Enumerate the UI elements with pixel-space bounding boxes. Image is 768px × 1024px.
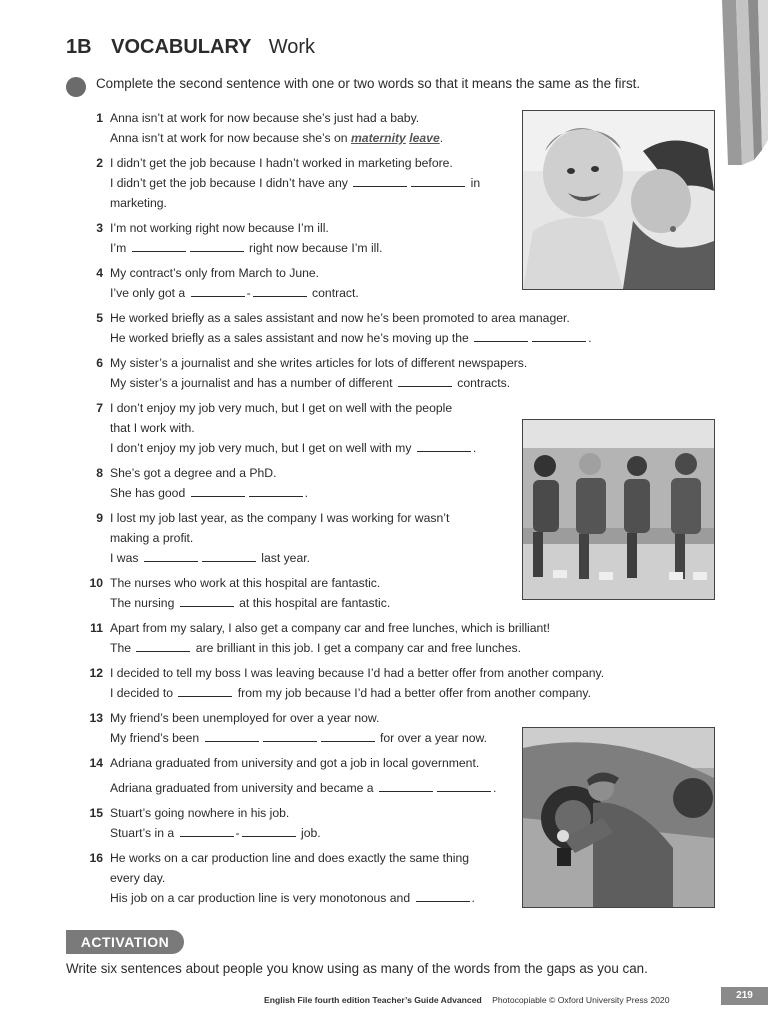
rewrite-sentence: My sister’s a journalist and has a number of different contracts. bbox=[110, 373, 526, 393]
exercise-item-14 bbox=[86, 753, 526, 798]
item-number: 7 bbox=[96, 401, 103, 415]
answer-gap[interactable] bbox=[136, 638, 190, 652]
item-number: 16 bbox=[89, 851, 103, 865]
item-number: 4 bbox=[96, 266, 103, 280]
original-sentence: Anna isn’t at work for now because she’s just had a baby. bbox=[110, 111, 420, 125]
page-number: 219 bbox=[721, 987, 768, 1005]
rewrite-sentence: He worked briefly as a sales assistant and now he’s moving up the . bbox=[110, 328, 526, 348]
rewrite-sentence: I didn’t get the job because I didn’t have any in bbox=[110, 173, 526, 193]
answer-gap[interactable] bbox=[180, 823, 234, 837]
item-number: 9 bbox=[96, 511, 103, 525]
item-number: 11 bbox=[90, 621, 103, 635]
original-sentence: He worked briefly as a sales assistant and now he’s been promoted to area manager. bbox=[110, 311, 570, 325]
topic-title: Work bbox=[268, 36, 316, 58]
exercise-item-11 bbox=[86, 618, 551, 658]
item-number: 14 bbox=[89, 756, 103, 770]
rewrite-sentence-continued: marketing. bbox=[110, 196, 167, 210]
answer-gap[interactable] bbox=[398, 373, 452, 387]
original-sentence: Stuart’s going nowhere in his job. bbox=[110, 806, 290, 820]
exercise-item-16 bbox=[86, 848, 526, 908]
item-number: 8 bbox=[96, 466, 103, 480]
rewrite-sentence: The are brilliant in this job. I get a company car and free lunches. bbox=[110, 638, 526, 658]
rewrite-sentence: The nursing at this hospital are fantastic. bbox=[110, 593, 526, 613]
rewrite-sentence: I’ve only got a - contract. bbox=[110, 283, 526, 303]
rewrite-sentence: Anna isn’t at work for now because she’s on maternity leave. bbox=[110, 131, 444, 145]
answer-gap[interactable] bbox=[191, 483, 245, 497]
example-answer-2: leave bbox=[409, 131, 440, 145]
page-title bbox=[66, 36, 315, 59]
activation-instruction: Write six sentences about people you know using as many of the words from the gaps as you can. bbox=[66, 961, 648, 976]
car-production-worker-photo bbox=[522, 727, 715, 908]
item-number: 13 bbox=[89, 711, 103, 725]
nurses-group-photo bbox=[522, 419, 715, 600]
rewrite-sentence: I decided to from my job because I’d had a better offer from another company. bbox=[110, 683, 526, 703]
answer-gap[interactable] bbox=[474, 328, 528, 342]
exercise-item-10 bbox=[86, 573, 526, 613]
original-sentence: I’m not working right now because I’m ill. bbox=[110, 221, 329, 235]
exercise-item-13 bbox=[86, 708, 526, 748]
book-title: English File fourth edition Teacher’s Guide Advanced bbox=[264, 995, 482, 1005]
original-sentence: My contract’s only from March to June. bbox=[110, 266, 320, 280]
exercise-item-3 bbox=[86, 218, 526, 258]
exercise-item-7 bbox=[86, 398, 526, 458]
instruction-text: Complete the second sentence with one or two words so that it means the same as the first. bbox=[96, 76, 641, 91]
answer-gap[interactable] bbox=[144, 548, 198, 562]
exercise-item-15 bbox=[86, 803, 526, 843]
original-sentence: Apart from my salary, I also get a company car and free lunches, which is brilliant! bbox=[110, 621, 551, 635]
original-sentence: The nurses who work at this hospital are fantastic. bbox=[110, 576, 381, 590]
rewrite-sentence: My friend’s been for over a year now. bbox=[110, 728, 526, 748]
answer-gap[interactable] bbox=[242, 823, 296, 837]
answer-gap[interactable] bbox=[411, 173, 465, 187]
rewrite-sentence: I don’t enjoy my job very much, but I get on well with my . bbox=[110, 438, 526, 458]
original-sentence: She’s got a degree and a PhD. bbox=[110, 466, 277, 480]
answer-gap[interactable] bbox=[205, 728, 259, 742]
activation-label: ACTIVATION bbox=[66, 930, 184, 954]
mother-and-baby-photo bbox=[522, 110, 715, 290]
exercise-item-5 bbox=[86, 308, 592, 348]
exercise-item-2 bbox=[86, 153, 526, 213]
item-number: 2 bbox=[96, 156, 103, 170]
answer-gap[interactable] bbox=[379, 778, 433, 792]
original-sentence: I didn’t get the job because I hadn’t worked in marketing before. bbox=[110, 156, 453, 170]
answer-gap[interactable] bbox=[202, 548, 256, 562]
copyright-text: Photocopiable © Oxford University Press 2020 bbox=[492, 995, 670, 1005]
item-number: 3 bbox=[96, 221, 103, 235]
instruction-bullet-icon bbox=[66, 77, 86, 97]
item-number: 12 bbox=[89, 666, 103, 680]
answer-gap[interactable] bbox=[532, 328, 586, 342]
answer-gap[interactable] bbox=[190, 238, 244, 252]
exercise-item-9 bbox=[86, 508, 526, 568]
answer-gap[interactable] bbox=[263, 728, 317, 742]
corner-stripes-graphic bbox=[722, 0, 768, 165]
rewrite-sentence: Stuart’s in a - job. bbox=[110, 823, 526, 843]
item-number: 10 bbox=[89, 576, 103, 590]
answer-gap[interactable] bbox=[249, 483, 303, 497]
answer-gap[interactable] bbox=[321, 728, 375, 742]
answer-gap[interactable] bbox=[416, 888, 470, 902]
item-number: 1 bbox=[96, 111, 103, 125]
item-number: 6 bbox=[96, 356, 103, 370]
original-sentence-continued: making a profit. bbox=[110, 531, 194, 545]
answer-gap[interactable] bbox=[191, 283, 245, 297]
exercise-item-4 bbox=[86, 263, 526, 303]
original-sentence: Adriana graduated from university and got a job in local government. bbox=[110, 756, 480, 770]
answer-gap[interactable] bbox=[178, 683, 232, 697]
lesson-number: 1B bbox=[66, 36, 92, 58]
answer-gap[interactable] bbox=[180, 593, 234, 607]
exercise-item-8 bbox=[86, 463, 526, 503]
rewrite-sentence: She has good . bbox=[110, 483, 526, 503]
original-sentence: I lost my job last year, as the company I was working for wasn’t bbox=[110, 511, 450, 525]
answer-gap[interactable] bbox=[353, 173, 407, 187]
answer-gap[interactable] bbox=[132, 238, 186, 252]
exercise-item-6 bbox=[86, 353, 526, 393]
section-title: VOCABULARY bbox=[111, 36, 252, 58]
item-number: 5 bbox=[96, 311, 103, 325]
example-answer-1: maternity bbox=[350, 131, 406, 145]
exercise-item-12 bbox=[86, 663, 605, 703]
original-sentence: My friend’s been unemployed for over a year now. bbox=[110, 711, 380, 725]
rewrite-sentence: I was last year. bbox=[110, 548, 526, 568]
original-sentence: My sister’s a journalist and she writes articles for lots of different newspapers. bbox=[110, 356, 528, 370]
rewrite-sentence: Adriana graduated from university and became a . bbox=[110, 778, 526, 798]
exercise-item-1 bbox=[86, 108, 526, 148]
original-sentence: I don’t enjoy my job very much, but I get on well with the people bbox=[110, 401, 453, 415]
item-number: 15 bbox=[89, 806, 103, 820]
rewrite-sentence: I’m right now because I’m ill. bbox=[110, 238, 526, 258]
answer-gap[interactable] bbox=[417, 438, 471, 452]
original-sentence: I decided to tell my boss I was leaving because I’d had a better offer from another company. bbox=[110, 666, 605, 680]
original-sentence-continued: that I work with. bbox=[110, 421, 195, 435]
rewrite-sentence: His job on a car production line is very monotonous and . bbox=[110, 888, 526, 908]
page-footer bbox=[264, 995, 669, 1005]
original-sentence: He works on a car production line and does exactly the same thing bbox=[110, 851, 470, 865]
answer-gap[interactable] bbox=[253, 283, 307, 297]
answer-gap[interactable] bbox=[437, 778, 491, 792]
original-sentence-continued: every day. bbox=[110, 871, 166, 885]
